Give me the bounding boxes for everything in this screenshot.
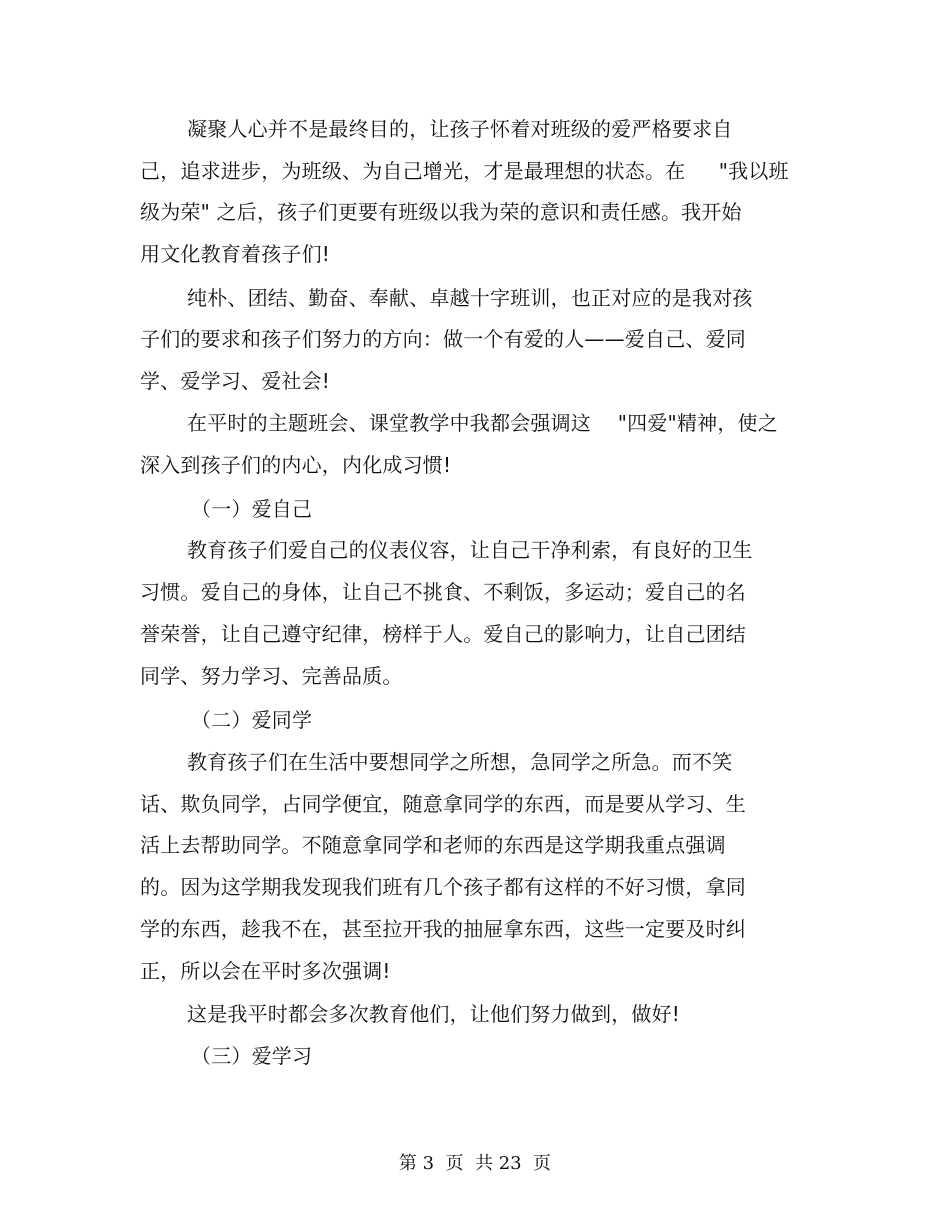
text-line: 学、爱学习、爱社会!	[140, 369, 331, 393]
text-line: 的。因为这学期我发现我们班有几个孩子都有这样的不好习惯，拿同	[140, 875, 746, 899]
page-number-footer: 第 3 页 共 23 页	[398, 1153, 552, 1174]
text-line: 同学、努力学习、完善品质。	[140, 664, 403, 688]
section-heading: （二）爱同学	[191, 708, 313, 732]
text-line: 纯朴、团结、勤奋、奉献、卓越十字班训，也正对应的是我对孩	[187, 286, 753, 310]
text-line: 己，追求进步，为班级、为自己增光，才是最理想的状态。在 "我以班	[140, 159, 789, 183]
text-line: 深入到孩子们的内心，内化成习惯!	[140, 453, 452, 477]
text-line: 话、欺负同学，占同学便宜，随意拿同学的东西，而是要从学习、生	[140, 792, 746, 816]
text-line: 凝聚人心并不是最终目的，让孩子怀着对班级的爱严格要求自	[187, 117, 733, 141]
text-line: 习惯。爱自己的身体，让自己不挑食、不剩饭，多运动；爱自己的名	[140, 580, 746, 604]
text-line: 在平时的主题班会、课堂教学中我都会强调这 "四爱"精神，使之	[187, 411, 778, 435]
text-line: 教育孩子们爱自己的仪表仪容，让自己干净利索，有良好的卫生	[187, 538, 753, 562]
text-line: 用文化教育着孩子们!	[140, 242, 331, 266]
text-line: 级为荣" 之后，孩子们更要有班级以我为荣的意识和责任感。我开始	[140, 200, 742, 224]
section-heading: （三）爱学习	[191, 1044, 313, 1068]
text-line: 活上去帮助同学。不随意拿同学和老师的东西是这学期我重点强调	[140, 833, 726, 857]
text-line: 誉荣誉，让自己遵守纪律，榜样于人。爱自己的影响力，让自己团结	[140, 622, 746, 646]
text-line: 这是我平时都会多次教育他们，让他们努力做到，做好!	[187, 1002, 681, 1026]
text-line: 教育孩子们在生活中要想同学之所想，急同学之所急。而不笑	[187, 750, 733, 774]
text-line: 学的东西，趁我不在，甚至拉开我的抽屉拿东西，这些一定要及时纠	[140, 917, 746, 941]
text-line: 子们的要求和孩子们努力的方向：做一个有爱的人——爱自己、爱同	[140, 327, 746, 351]
section-heading: （一）爱自己	[191, 497, 313, 521]
text-line: 正，所以会在平时多次强调!	[140, 959, 391, 983]
